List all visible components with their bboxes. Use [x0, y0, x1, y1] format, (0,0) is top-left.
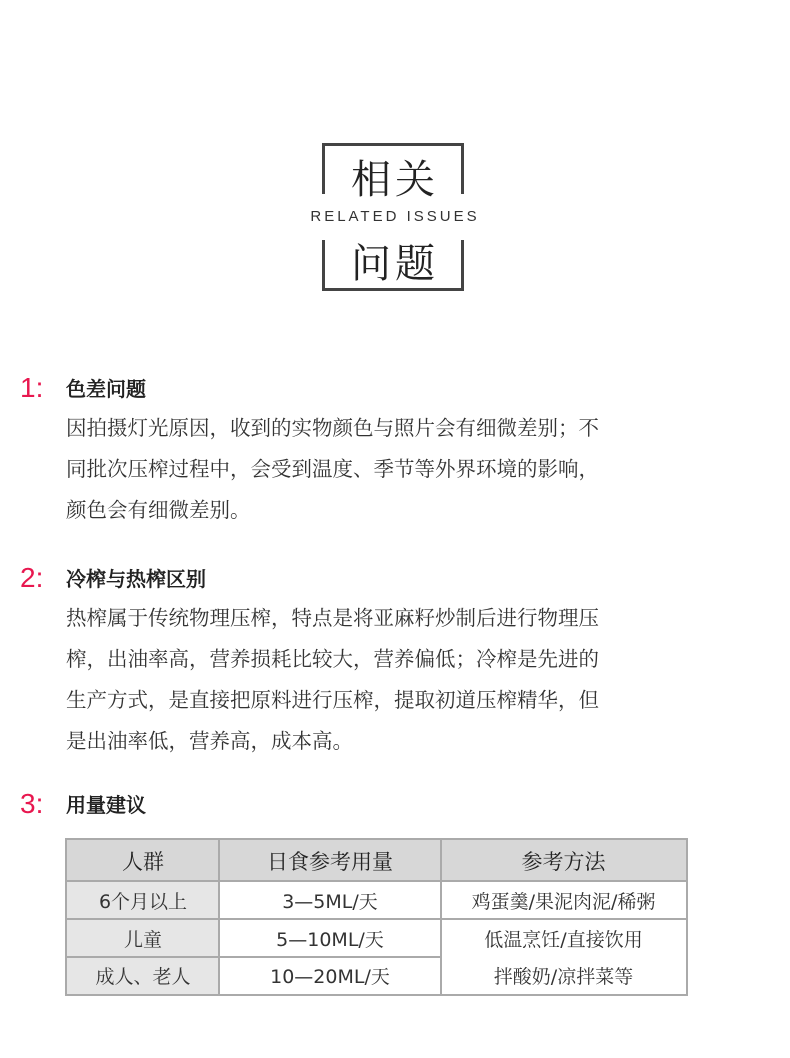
related-issues-header	[0, 0, 790, 310]
table-cell-amount: 3—5ML/天	[282, 890, 378, 913]
table-header-cell: 人群	[67, 840, 219, 881]
section-title: 用量建议	[66, 793, 146, 817]
table-row-group: 成人、老人	[67, 957, 219, 994]
table-cell-amount: 5—10ML/天	[276, 928, 384, 951]
table-divider	[67, 956, 441, 958]
body-line: 颜色会有细微差别。	[66, 498, 251, 522]
dosage-table	[65, 838, 688, 996]
table-divider	[441, 918, 686, 920]
body-line: 榨，出油率高，营养损耗比较大，营养偏低；冷榨是先进的	[66, 647, 599, 671]
header-title-bottom: 问题	[351, 241, 439, 287]
table-divider	[218, 840, 220, 994]
section-title: 色差问题	[66, 377, 146, 401]
table-header-cell: 日食参考用量	[219, 840, 441, 881]
section-body	[66, 408, 696, 531]
table-header-cell: 参考方法	[441, 840, 686, 881]
section-number: 1:	[20, 372, 44, 403]
table-cell-method: 鸡蛋羹/果泥肉泥/稀粥	[471, 890, 656, 913]
body-line: 是出油率低，营养高，成本高。	[66, 729, 353, 753]
table-divider	[67, 880, 686, 882]
table-divider	[440, 840, 442, 994]
table-row-group: 儿童	[67, 919, 219, 957]
body-line: 生产方式，是直接把原料进行压榨，提取初道压榨精华，但	[66, 688, 599, 712]
section-body	[66, 598, 696, 762]
header-title-top: 相关	[351, 157, 439, 203]
table-cell-method: 低温烹饪/直接饮用	[484, 928, 643, 951]
header-subtitle: RELATED ISSUES	[310, 208, 480, 225]
section-number: 3:	[20, 788, 44, 819]
section-title: 冷榨与热榨区别	[66, 567, 206, 591]
table-row-group: 6个月以上	[67, 881, 219, 919]
section-number: 2:	[20, 562, 44, 593]
table-cell-amount: 10—20ML/天	[270, 966, 390, 988]
body-line: 热榨属于传统物理压榨，特点是将亚麻籽炒制后进行物理压	[66, 606, 599, 630]
body-line: 同批次压榨过程中，会受到温度、季节等外界环境的影响，	[66, 457, 599, 481]
table-cell-method: 拌酸奶/凉拌菜等	[493, 966, 634, 988]
table-divider	[67, 918, 441, 920]
body-line: 因拍摄灯光原因，收到的实物颜色与照片会有细微差别；不	[66, 416, 599, 440]
